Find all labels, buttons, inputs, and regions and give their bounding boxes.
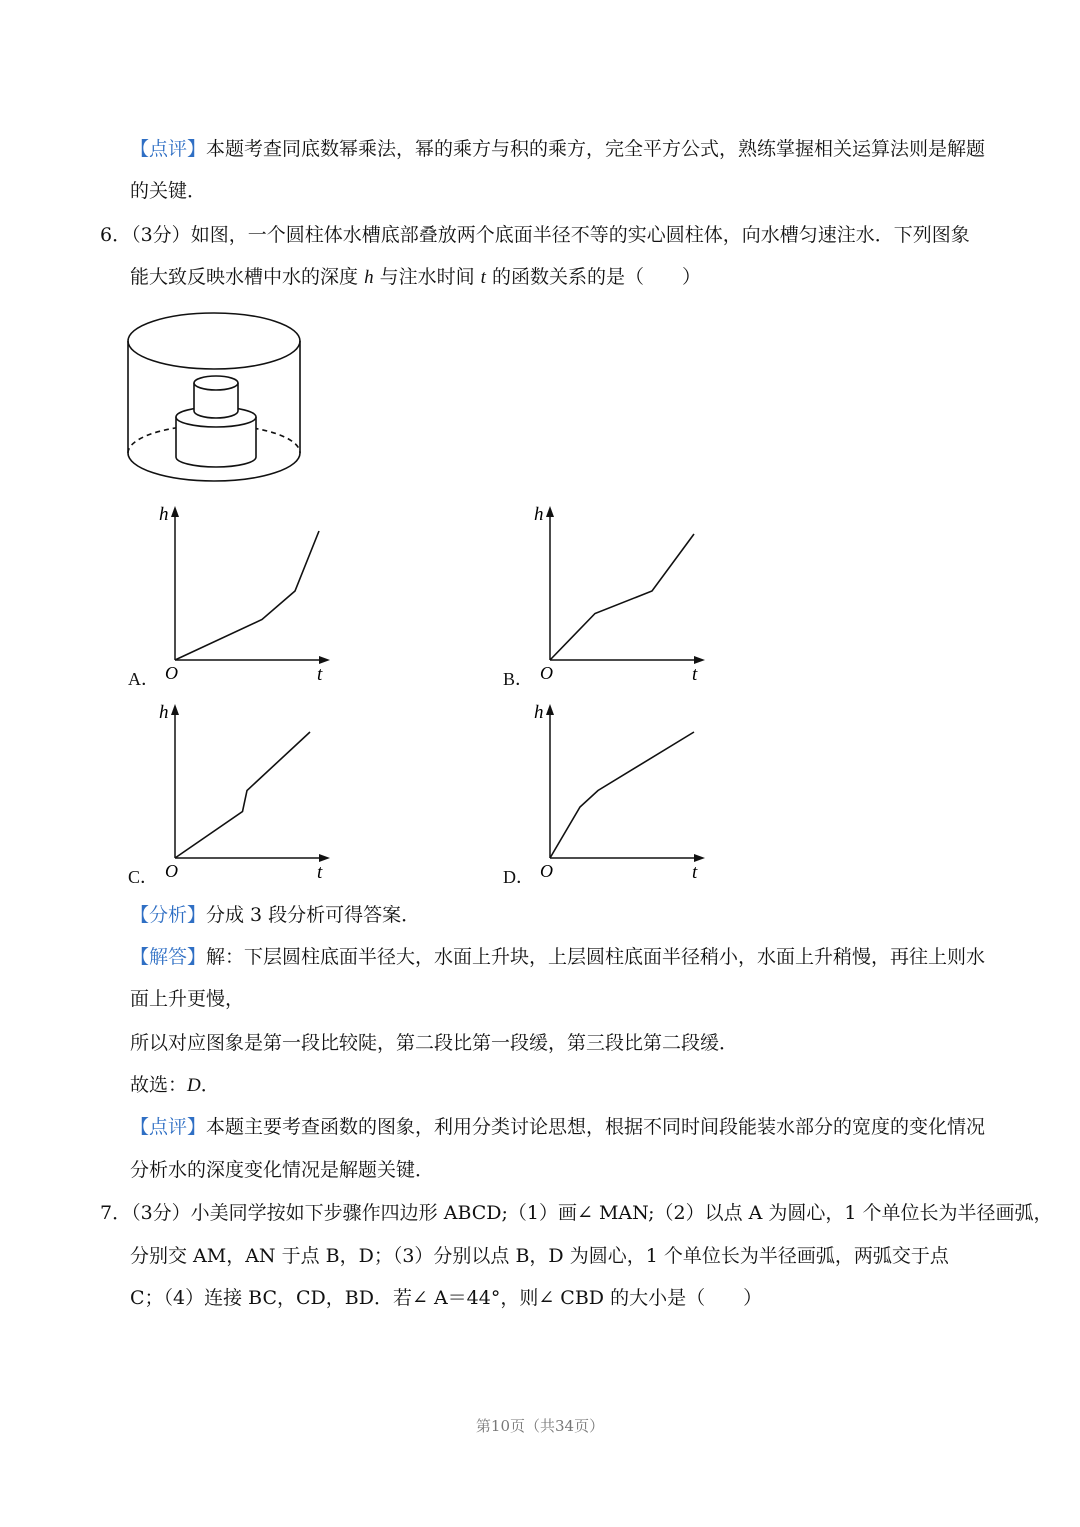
graph-line-d — [550, 732, 694, 858]
graph-d — [530, 698, 730, 883]
q6-stem-text: 的函数关系的是（ ） — [492, 266, 702, 288]
y-axis-label: h — [159, 702, 169, 723]
x-axis-arrow — [694, 656, 705, 664]
y-axis-label: h — [534, 702, 544, 723]
review2-text: 本题主要考查函数的图象，利用分类讨论思想，根据不同时间段能装水部分的宽度的变化情况 — [206, 1116, 986, 1138]
q6-stem-text: 与注水时间 — [379, 266, 475, 288]
graph-line-b — [550, 534, 694, 660]
upper-cylinder-top — [194, 376, 238, 390]
solution-tag: 【解答】 — [130, 946, 207, 968]
origin-label: O — [165, 663, 178, 683]
y-axis-arrow — [171, 506, 179, 517]
y-axis-arrow — [546, 506, 554, 517]
q7-number: 7． — [100, 1202, 132, 1224]
review2-text: 分析水的深度变化情况是解题关键． — [130, 1159, 435, 1181]
graph-a — [155, 500, 355, 685]
review-tag: 【点评】 — [130, 138, 207, 160]
y-axis-label: h — [534, 504, 544, 525]
choice-suffix: ． — [200, 1074, 220, 1096]
q6-number: 6． — [100, 224, 132, 246]
x-axis-arrow — [319, 656, 330, 664]
x-axis-label: t — [317, 862, 323, 883]
choice-prefix: 故选： — [130, 1074, 188, 1096]
review2-tag: 【点评】 — [130, 1116, 207, 1138]
analysis-tag: 【分析】 — [130, 904, 207, 926]
review-text: 的关键． — [130, 180, 207, 202]
x-axis-label: t — [692, 664, 698, 685]
option-a-label[interactable]: A． — [128, 669, 159, 689]
graph-line-c — [175, 732, 310, 858]
origin-label: O — [540, 663, 553, 683]
review-text: 本题考查同底数幂乘法，幂的乘方与积的乘方，完全平方公式，熟练掌握相关运算法则是解题 — [206, 138, 986, 160]
cylinder-figure — [120, 305, 320, 495]
origin-label: O — [165, 861, 178, 881]
review2-line-1 — [130, 1114, 985, 1140]
solution-line-3 — [130, 1030, 738, 1056]
review-line-1 — [130, 136, 985, 162]
y-axis-arrow — [546, 704, 554, 715]
solution-line-1 — [130, 944, 985, 970]
y-axis-label: h — [159, 504, 169, 525]
x-axis-arrow — [694, 854, 705, 862]
choice-line — [130, 1072, 220, 1099]
q7-line-3 — [130, 1285, 762, 1311]
q7-text: （3分）小美同学按如下步骤作四边形 ABCD;（1）画∠ MAN;（2）以点 A 为圆心，1 个单位长为半径画弧， — [131, 1202, 1053, 1224]
choice-answer: D — [187, 1075, 201, 1096]
q6-stem-text: 能大致反映水槽中水的深度 — [130, 266, 359, 288]
y-axis-arrow — [171, 704, 179, 715]
analysis-text: 分成 3 段分析可得答案． — [206, 904, 421, 926]
var-h: h — [364, 267, 374, 288]
review2-line-2 — [130, 1157, 434, 1183]
q7-text: 分别交 AM，AN 于点 B，D；（3）分别以点 B，D 为圆心，1 个单位长为半径画弧，两弧交于点 — [130, 1245, 949, 1267]
option-b-label[interactable]: B． — [503, 669, 534, 689]
solution-line-2 — [130, 986, 244, 1012]
graph-c — [155, 698, 355, 883]
q6-stem-line-2 — [130, 264, 701, 291]
x-axis-label: t — [692, 862, 698, 883]
graph-line-a — [175, 531, 319, 660]
q7-line-1 — [100, 1200, 1053, 1226]
tank-top-rim — [128, 313, 300, 369]
graph-b — [530, 500, 730, 685]
solution-text: 解：下层圆柱底面半径大，水面上升块，上层圆柱底面半径稍小，水面上升稍慢，再往上则水 — [206, 946, 986, 968]
solution-text: 所以对应图象是第一段比较陡，第二段比第一段缓，第三段比第二段缓． — [130, 1032, 739, 1054]
analysis-line — [130, 902, 420, 928]
q6-stem-line-1 — [100, 222, 970, 248]
q6-stem: 如图，一个圆柱体水槽底部叠放两个底面半径不等的实心圆柱体，向水槽匀速注水．下列图象 — [190, 224, 970, 246]
q6-score: （3分） — [131, 224, 191, 246]
var-t: t — [480, 267, 486, 288]
x-axis-label: t — [317, 664, 323, 685]
review-line-2 — [130, 178, 206, 204]
origin-label: O — [540, 861, 553, 881]
option-d-label[interactable]: D． — [503, 867, 534, 887]
q7-text: C；（4）连接 BC，CD，BD．若∠ A＝44°，则∠ CBD 的大小是（ ） — [130, 1287, 763, 1309]
page-footer: 第10页（共34页） — [475, 1417, 605, 1435]
solution-text: 面上升更慢， — [130, 988, 245, 1010]
x-axis-arrow — [319, 854, 330, 862]
option-c-label[interactable]: C． — [128, 867, 159, 887]
q7-line-2 — [130, 1243, 949, 1269]
